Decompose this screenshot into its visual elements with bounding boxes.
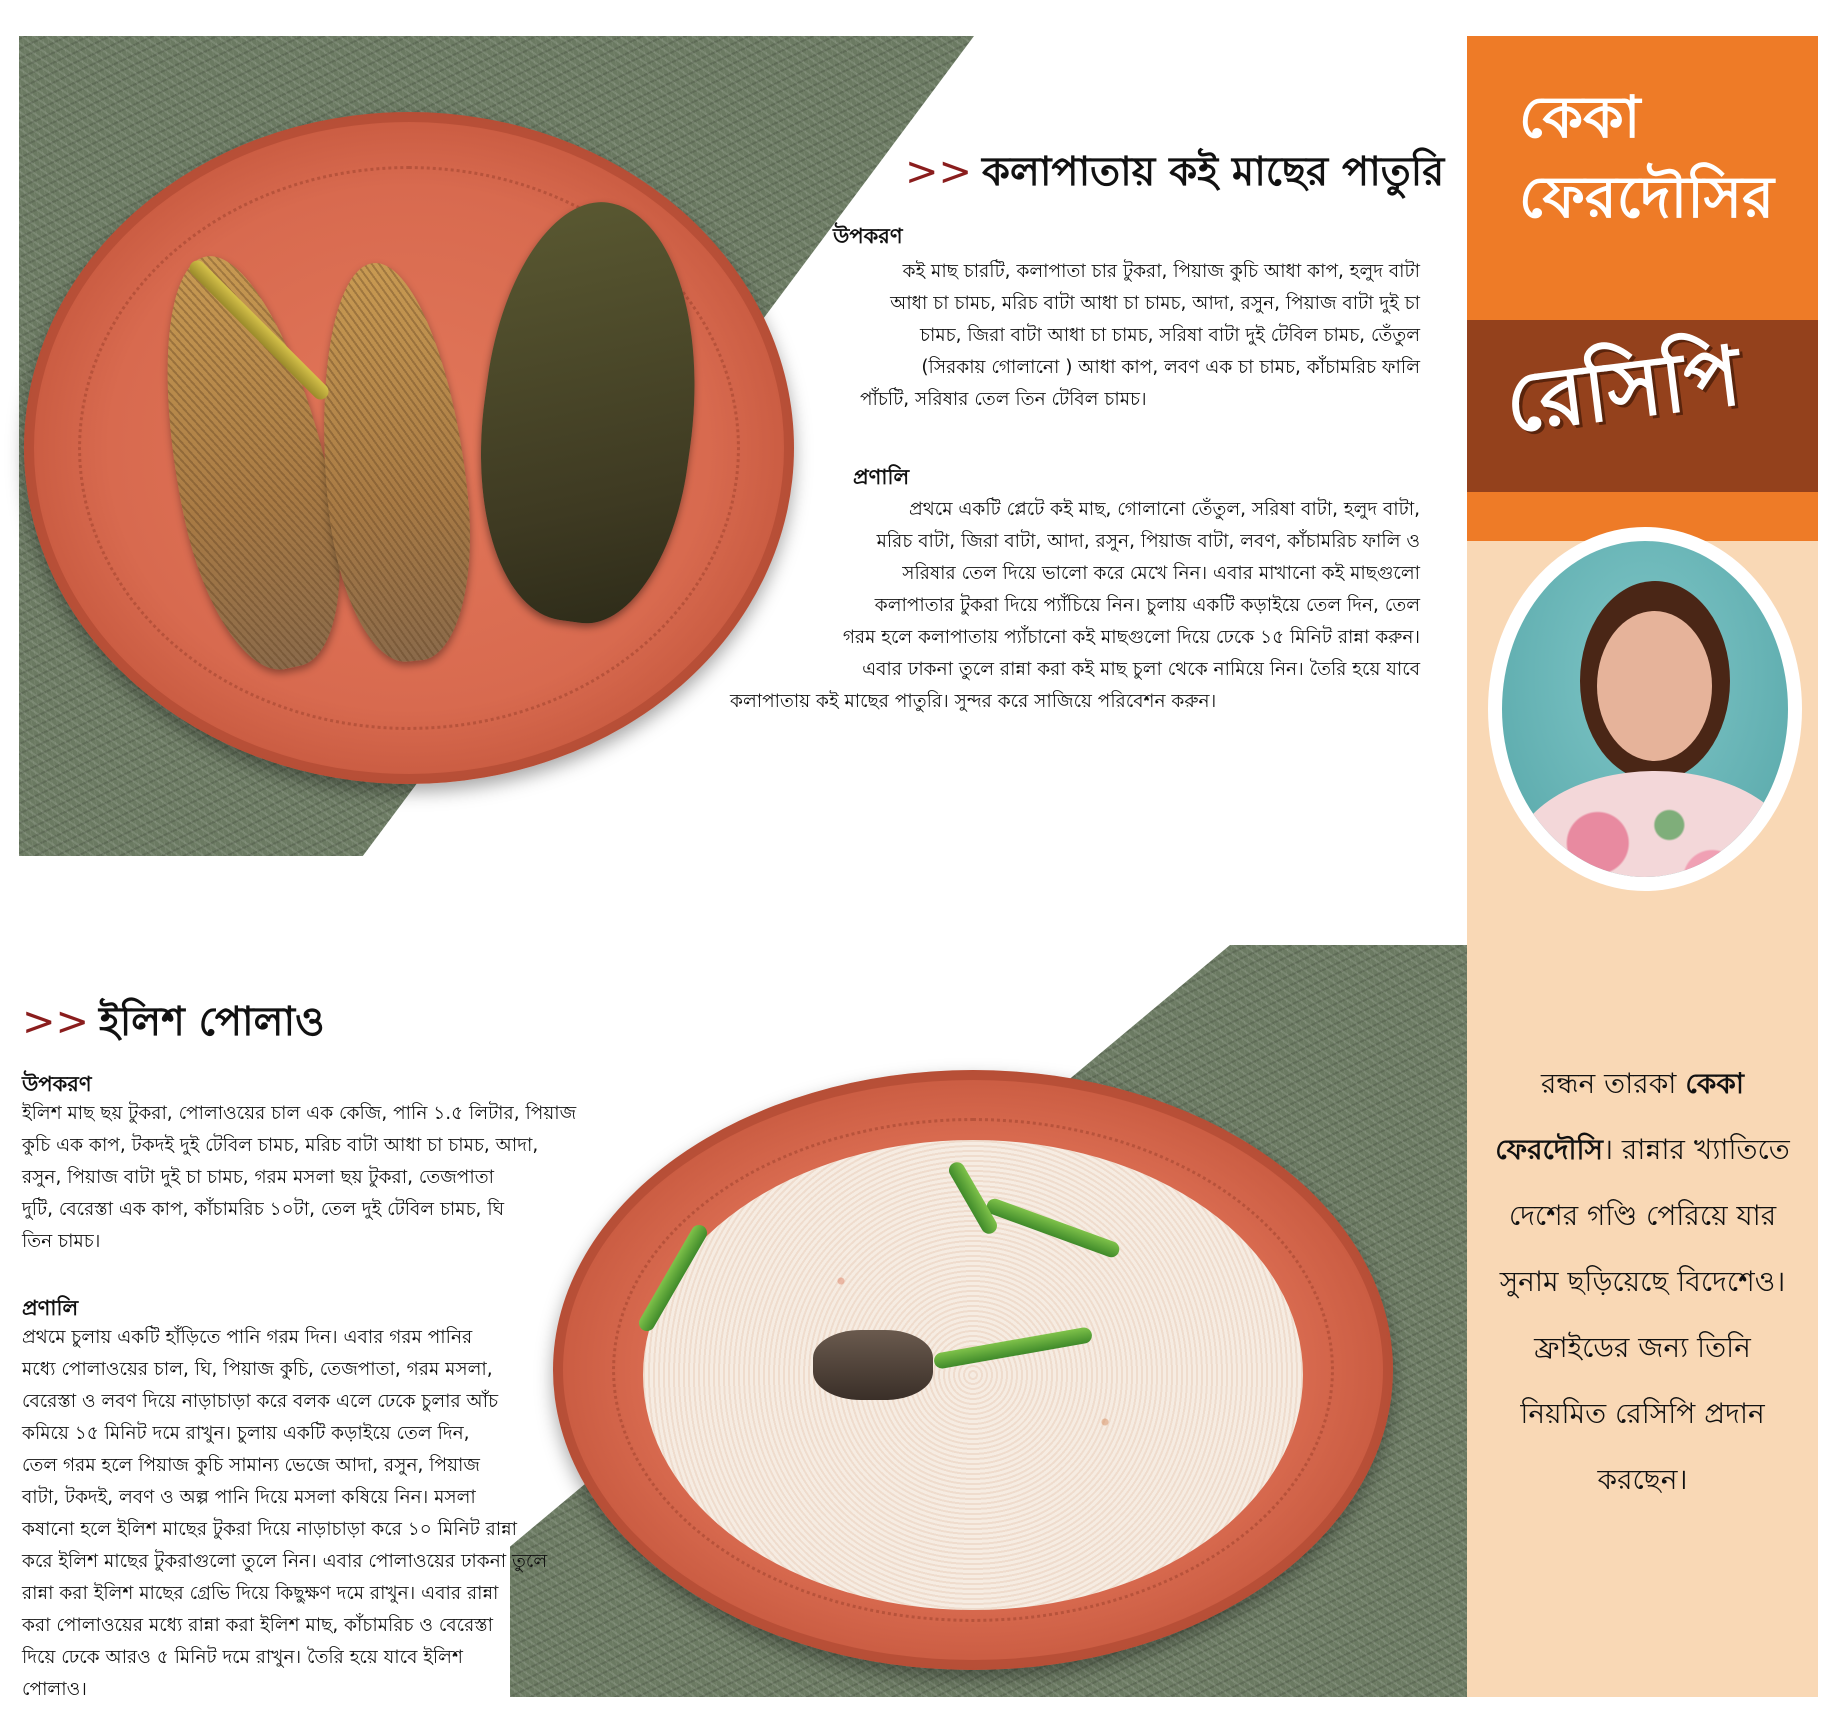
ilish-polao-photo [553,1070,1393,1670]
recipe2-title [22,990,325,1057]
sidebar-title-line2: ফেরদৌসির [1519,163,1775,231]
text-line: করে ইলিশ মাছের টুকরাগুলো তুলে নিন। এবার পোলাওয়ের ঢাকনা তুলে [22,1551,548,1572]
text-line: তেল গরম হলে পিয়াজ কুচি সামান্য ভেজে আদা, রসুন, পিয়াজ [22,1455,480,1476]
text-line: সরিষার তেল দিয়ে ভালো করে মেখে নিন। এবার মাখানো কই মাছগুলো [902,563,1420,584]
recipe2-ingredients-heading: উপকরণ [22,1072,92,1096]
sidebar-title-line1: কেকা [1519,83,1641,151]
recipe1-ingredients [800,256,1420,416]
text-line: কলাপাতার টুকরা দিয়ে প্যাঁচিয়ে নিন। চুলায় একটি কড়াইয়ে তেল দিন, তেল [874,595,1420,616]
text-line: পোলাও। [22,1679,87,1700]
text-line: এবার ঢাকনা তুলে রান্না করা কই মাছ চুলা থেকে নামিয়ে নিন। তৈরি হয়ে যাবে [862,659,1420,680]
koi-patturi-photo [24,112,794,784]
fish-piece-illustration [813,1330,933,1400]
portrait-face [1597,611,1712,761]
text-line: কলাপাতায় কই মাছের পাতুরি। সুন্দর করে সাজিয়ে পরিবেশন করুন। [730,691,1217,712]
text-line: প্রথমে একটি প্লেটে কই মাছ, গোলানো তেঁতুল, সরিষা বাটা, হলুদ বাটা, [908,499,1420,520]
text-line: (সিরকায় গোলানো ) আধা কাপ, লবণ এক চা চামচ, কাঁচামরিচ ফালি [921,357,1420,378]
recipe1-method [720,494,1420,718]
text-line: তিন চামচ। [22,1231,101,1252]
text-line: দুটি, বেরেস্তা এক কাপ, কাঁচামরিচ ১০টা, তেল দুই টেবিল চামচ, ঘি [22,1199,505,1220]
text-line: চামচ, জিরা বাটা আধা চা চামচ, সরিষা বাটা দুই টেবিল চামচ, তেঁতুল [919,325,1420,346]
sidebar [1467,36,1818,1697]
text-line: করা পোলাওয়ের মধ্যে রান্না করা ইলিশ মাছ, কাঁচামরিচ ও বেরেস্তা [22,1615,493,1636]
recipe1-title-text: কলাপাতায় কই মাছের পাতুরি [982,149,1445,195]
text-line: গরম হলে কলাপাতায় প্যাঁচানো কই মাছগুলো দিয়ে ঢেকে ১৫ মিনিট রান্না করুন। [842,627,1420,648]
text-line: কই মাছ চারটি, কলাপাতা চার টুকরা, পিয়াজ কুচি আধা কাপ, হলুদ বাটা [902,261,1420,282]
text-line: মরিচ বাটা, জিরা বাটা, আদা, রসুন, পিয়াজ বাটা, লবণ, কাঁচামরিচ ফালি ও [876,531,1420,552]
portrait-body [1512,771,1788,877]
author-description [1487,1051,1798,1513]
recipe2-method-heading: প্রণালি [22,1296,79,1320]
portrait-background [1502,541,1788,877]
desc-part1: রন্ধন তারকা [1540,1067,1686,1100]
text-line: মধ্যে পোলাওয়ের চাল, ঘি, পিয়াজ কুচি, তেজপাতা, গরম মসলা, [22,1359,493,1380]
text-line: দিয়ে ঢেকে আরও ৫ মিনিট দমে রাখুন। তৈরি হয়ে যাবে ইলিশ [22,1647,463,1668]
recipe2-title-text: ইলিশ পোলাও [99,999,325,1045]
text-line: কমিয়ে ১৫ মিনিট দমে রাখুন। চুলায় একটি কড়াইয়ে তেল দিন, [22,1423,470,1444]
text-line: রসুন, পিয়াজ বাটা দুই চা চামচ, গরম মসলা ছয় টুকরা, তেজপাতা [22,1167,494,1188]
text-line: কষানো হলে ইলিশ মাছের টুকরা দিয়ে নাড়াচাড়া করে ১০ মিনিট রান্না [22,1519,518,1540]
recipe2-ingredients [22,1098,622,1258]
text-line: কুচি এক কাপ, টকদই দুই টেবিল চামচ, মরিচ বাটা আধা চা চামচ, আদা, [22,1135,539,1156]
text-line: পাঁচটি, সরিষার তেল তিন টেবিল চামচ। [860,389,1147,410]
text-line: আধা চা চামচ, মরিচ বাটা আধা চা চামচ, আদা, রসুন, পিয়াজ বাটা দুই চা [890,293,1420,314]
recipe1-method-heading: প্রণালি [853,465,910,489]
author-portrait [1492,531,1798,887]
text-line: বাটা, টকদই, লবণ ও অল্প পানি দিয়ে মসলা কষিয়ে নিন। মসলা [22,1487,476,1508]
text-line: ইলিশ মাছ ছয় টুকরা, পোলাওয়ের চাল এক কেজি, পানি ১.৫ লিটার, পিয়াজ [22,1103,577,1124]
desc-author-name: কেকা ফেরদৌসি [1495,1067,1744,1166]
recipe1-title [905,140,1444,207]
arrow-icon: >> [22,999,90,1045]
text-line: বেরেস্তা ও লবণ দিয়ে নাড়াচাড়া করে বলক এলে ঢেকে চুলার আঁচ [22,1391,499,1412]
arrow-icon: >> [905,149,973,195]
banana-leaf-illustration [456,189,722,634]
sidebar-banner-text: রেসিপি [1500,328,1746,452]
text-line: রান্না করা ইলিশ মাছের গ্রেভি দিয়ে কিছুক্ষণ দমে রাখুন। এবার রান্না [22,1583,499,1604]
text-line: প্রথমে চুলায় একটি হাঁড়িতে পানি গরম দিন। এবার গরম পানির [22,1327,473,1348]
desc-part2: । রান্নার খ্যাতিতে দেশের গণ্ডি পেরিয়ে যার সুনাম ছড়িয়েছে বিদেশেও। ফ্রাইডের জন্য তিনি নিয়মিত রেসিপি প্রদান করছেন। [1499,1133,1790,1496]
recipe2-method [22,1322,602,1706]
recipe1-ingredients-heading: উপকরণ [833,224,903,248]
